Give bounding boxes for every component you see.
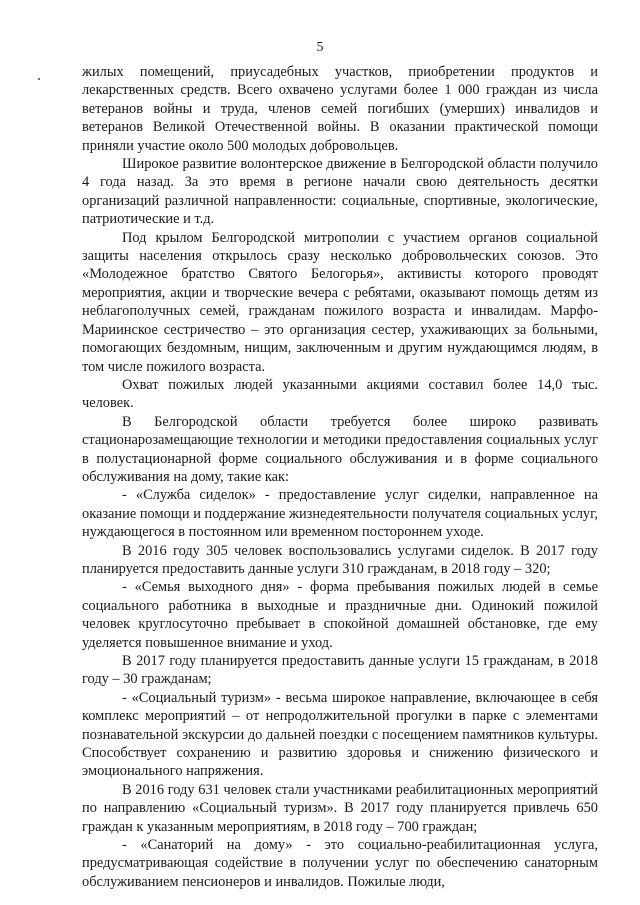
paragraph: - «Социальный туризм» - весьма широкое направление, включающее в себя комплекс мероприятий – от непродолжительной прогулки в парке с элементами познавательной экскурсии до дальней поездки с посещением памятников культуры. Способствует сохранению и развитию здоровья и снижению физического и эмоционального напряжения. (82, 689, 598, 780)
paragraph: Под крылом Белгородской митрополии с участием органов социальной защиты населения открылось сразу несколько добровольческих союзов. Это «Молодежное братство Святого Белогорья», активисты которого проводят мероприятия, акции и творческие вечера с ребятами, оказывают помощь детям из неблагополучных семей, гражданам пожилого возраста и инвалидам. Марфо-Мариинское сестричество – это организация сестер, ухаживающих за больными, помогающих бездомным, нищим, заключенным и другим нуждающимся людям, в том числе пожилого возраста. (82, 229, 598, 375)
paragraph: В 2016 году 631 человек стали участниками реабилитационных мероприятий по направлению «Социальный туризм». В 2017 году планируется привлечь 650 граждан к указанным мероприятиям, в 2018 году – 700 граждан; (82, 781, 598, 835)
page-number: 5 (316, 40, 324, 55)
paragraph: жилых помещений, приусадебных участков, приобретении продуктов и лекарственных средств. Всего охвачено услугами более 1 000 граждан из числа ветеранов войны и труда, членов семей погибших (умерших) инвалидов и ветеранов Великой Отечественной войны. В оказании практической помощи приняли участие около 500 молодых добровольцев. (82, 64, 598, 154)
paragraph: - «Служба сиделок» - предоставление услуг сиделки, направленное на оказание помощи и поддержание жизнедеятельности получателя социальных услуг, нуждающегося в постоянном или временном постороннем уходе. (82, 487, 598, 541)
paragraph: В 2016 году 305 человек воспользовались услугами сиделок. В 2017 году планируется предоставить данные услуги 310 гражданам, в 2018 году – 320; (82, 542, 598, 577)
paragraph: - «Санаторий на дому» - это социально-реабилитационная услуга, предусматривающая содействие в получении услуг по обеспечению санаторным обслуживанием пенсионеров и инвалидов. Пожилые люди, (82, 837, 598, 890)
paragraph: В 2017 году планируется предоставить данные услуги 15 гражданам, в 2018 году – 30 гражданам; (82, 653, 598, 688)
paragraph: В Белгородской области требуется более широко развивать стационарозамещающие технологии и методики предоставления социальных услуг в полустационарной форме социального обслуживания и в форме социального обслуживания на дому, такие как: (82, 413, 598, 485)
paragraph: - «Семья выходного дня» - форма пребывания пожилых людей в семье социального работника в выходные и праздничные дни. Одинокий пожилой человек круглосуточно пребывает в спокойной домашней обстановке, где ему уделяется повышенное внимание и уход. (82, 579, 598, 651)
scan-speck (38, 78, 40, 80)
paragraph: Широкое развитие волонтерское движение в Белгородской области получило 4 года назад. За это время в регионе начали свою деятельность десятки организаций различной направленности: социальные, спортивные, экологические, патриотические и т.д. (82, 156, 598, 228)
body-text (82, 63, 598, 891)
paragraph: Охват пожилых людей указанными акциями составил более 14,0 тыс. человек. (82, 376, 598, 412)
